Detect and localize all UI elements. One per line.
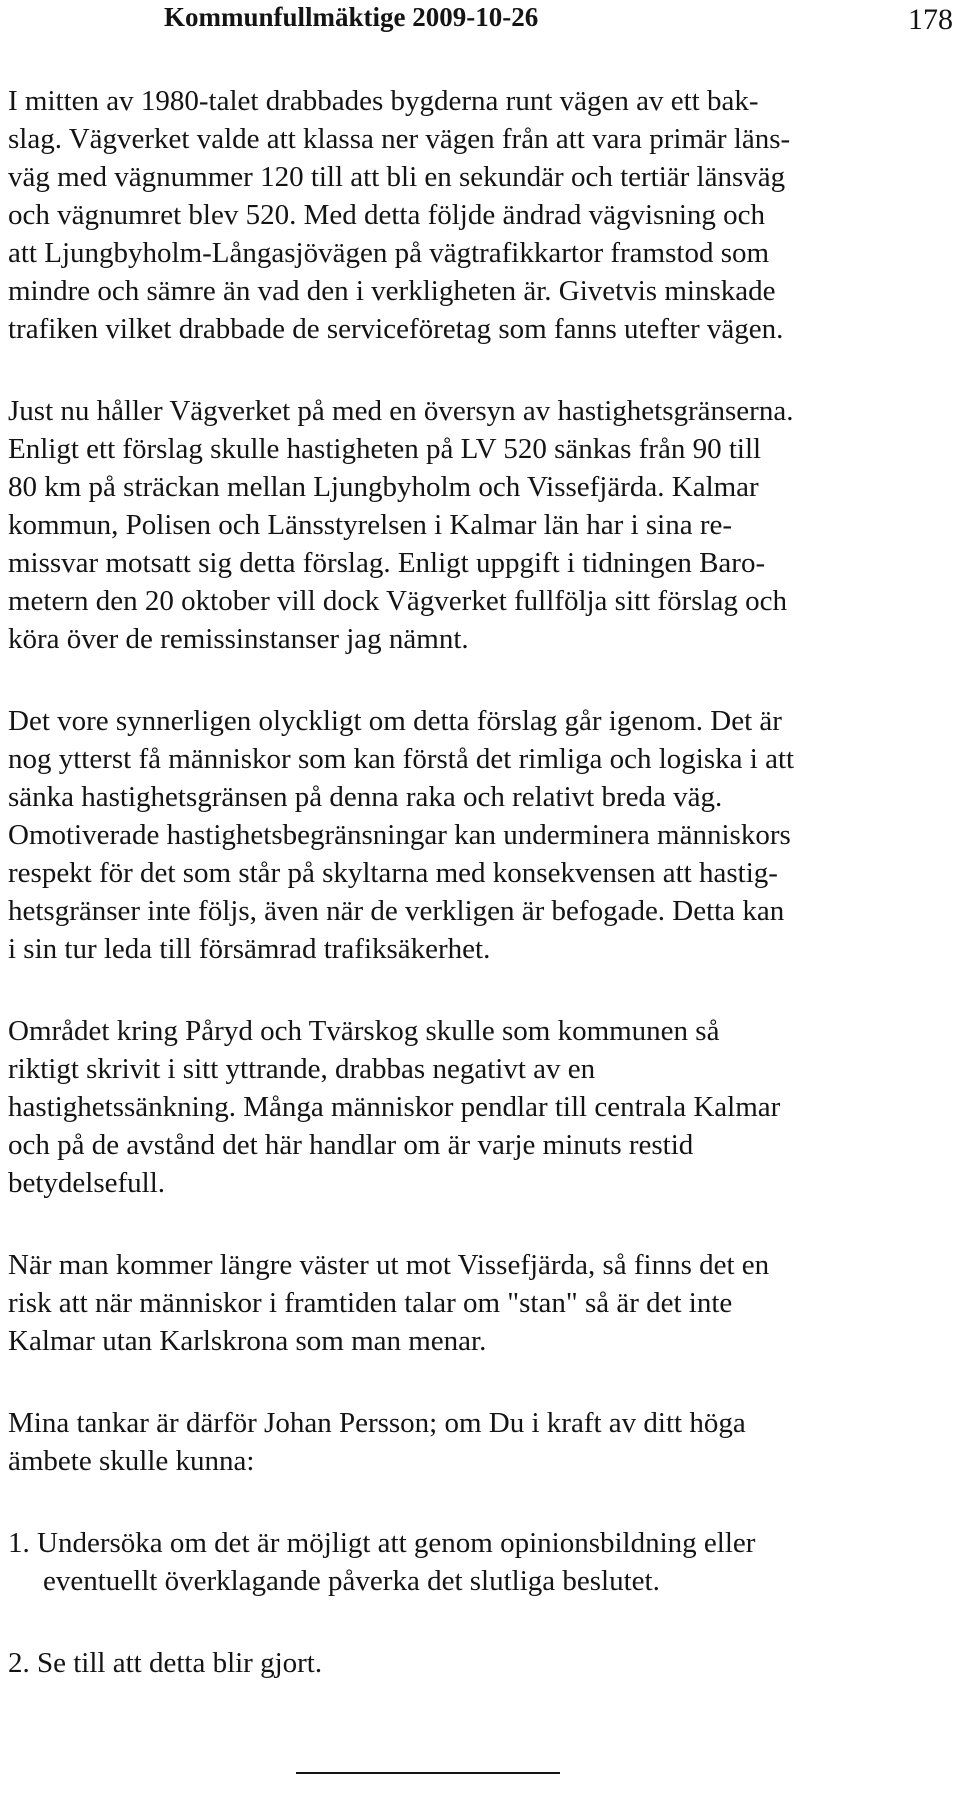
text-line: missvar motsatt sig detta förslag. Enligt uppgift i tidningen Baro- xyxy=(8,547,766,579)
list-item: 1. Undersöka om det är möjligt att genom opinionsbildning eller xyxy=(8,1527,756,1559)
text-line: När man kommer längre väster ut mot Vissefjärda, så finns det en xyxy=(8,1249,770,1281)
text-line: att Ljungbyholm-Långasjövägen på vägtrafikkartor framstod som xyxy=(8,237,770,269)
text-line: väg med vägnummer 120 till att bli en sekundär och tertiär länsväg xyxy=(8,161,786,193)
text-line: hastighetssänkning. Många människor pendlar till centrala Kalmar xyxy=(8,1091,781,1123)
text-line: trafiken vilket drabbade de serviceföretag som fanns utefter vägen. xyxy=(8,313,784,345)
text-line: Enligt ett förslag skulle hastigheten på LV 520 sänkas från 90 till xyxy=(8,433,762,465)
text-line: kommun, Polisen och Länsstyrelsen i Kalmar län har i sina re- xyxy=(8,509,733,541)
header-title: Kommunfullmäktige 2009-10-26 xyxy=(164,2,539,32)
text-line: Mina tankar är därför Johan Persson; om Du i kraft av ditt höga xyxy=(8,1407,746,1439)
text-line: risk att när människor i framtiden talar om "stan" så är det inte xyxy=(8,1287,733,1319)
text-line: I mitten av 1980-talet drabbades bygderna runt vägen av ett bak- xyxy=(8,85,759,117)
text-line: 80 km på sträckan mellan Ljungbyholm och Vissefjärda. Kalmar xyxy=(8,471,759,503)
text-line: och på de avstånd det här handlar om är varje minuts restid xyxy=(8,1129,694,1161)
text-line: mindre och sämre än vad den i verkligheten är. Givetvis minskade xyxy=(8,275,776,307)
text-line: nog ytterst få människor som kan förstå det rimliga och logiska i att xyxy=(8,743,795,775)
text-line: Det vore synnerligen olyckligt om detta förslag går igenom. Det är xyxy=(8,705,782,737)
list-item-continuation: eventuellt överklagande påverka det slutliga beslutet. xyxy=(43,1565,660,1597)
list-item: 2. Se till att detta blir gjort. xyxy=(8,1647,323,1679)
page-header xyxy=(0,0,960,40)
text-line: riktigt skrivit i sitt yttrande, drabbas negativt av en xyxy=(8,1053,596,1085)
closing-rule xyxy=(296,1772,560,1774)
text-line: betydelsefull. xyxy=(8,1167,166,1199)
text-line: sänka hastighetsgränsen på denna raka och relativt breda väg. xyxy=(8,781,723,813)
text-line: metern den 20 oktober vill dock Vägverket fullfölja sitt förslag och xyxy=(8,585,788,617)
text-line: respekt för det som står på skyltarna med konsekvensen att hastig- xyxy=(8,857,778,889)
text-line: i sin tur leda till försämrad trafiksäkerhet. xyxy=(8,933,491,965)
text-line: Området kring Påryd och Tvärskog skulle som kommunen så xyxy=(8,1015,720,1047)
text-line: Kalmar utan Karlskrona som man menar. xyxy=(8,1325,487,1357)
page-number: 178 xyxy=(908,3,953,36)
text-line: slag. Vägverket valde att klassa ner vägen från att vara primär läns- xyxy=(8,123,791,155)
text-line: ämbete skulle kunna: xyxy=(8,1445,255,1477)
text-line: Just nu håller Vägverket på med en översyn av hastighetsgränserna. xyxy=(8,395,794,427)
text-line: och vägnumret blev 520. Med detta följde ändrad vägvisning och xyxy=(8,199,766,231)
text-line: Omotiverade hastighetsbegränsningar kan underminera människors xyxy=(8,819,791,851)
text-line: köra över de remissinstanser jag nämnt. xyxy=(8,623,469,655)
text-line: hetsgränser inte följs, även när de verkligen är befogade. Detta kan xyxy=(8,895,785,927)
